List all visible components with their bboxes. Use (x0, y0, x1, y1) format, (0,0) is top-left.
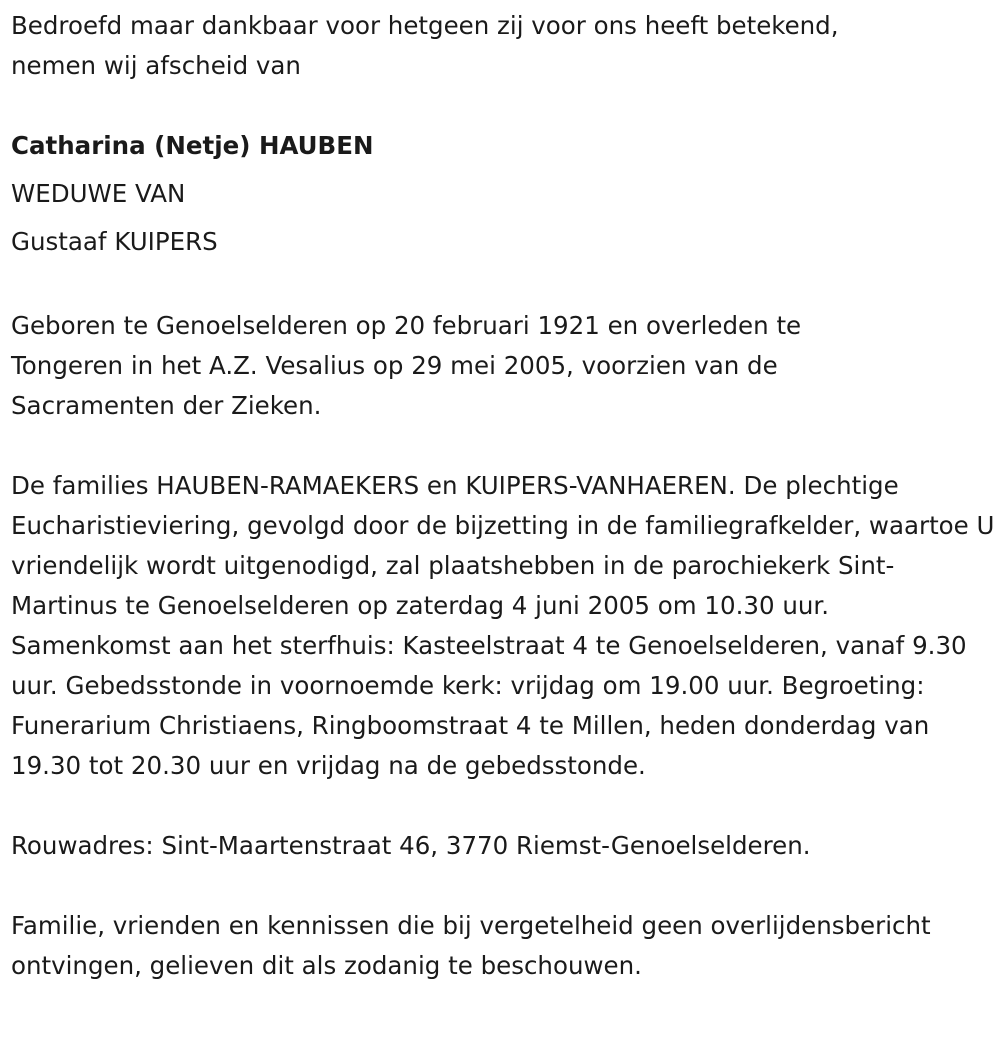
address-paragraph: Rouwadres: Sint-Maartenstraat 46, 3770 Riemst-Genoelselderen. (11, 831, 811, 860)
spouse-name: Gustaaf KUIPERS (11, 227, 218, 256)
intro-paragraph: Bedroefd maar dankbaar voor hetgeen zij voor ons heeft betekend, nemen wij afscheid van (11, 11, 839, 80)
birth-death-paragraph: Geboren te Genoelselderen op 20 februari 1921 en overleden te Tongeren in het A.Z. Vesalius op 29 mei 2005, voorzien van de Sacramenten der Zieken. (11, 311, 802, 420)
closing-paragraph: Familie, vrienden en kennissen die bij vergetelheid geen overlijdensbericht ontvingen, gelieven dit als zodanig te beschouwen. (11, 911, 931, 980)
spacer (11, 266, 996, 306)
widow-label: WEDUWE VAN (11, 179, 186, 208)
obituary-document (11, 6, 996, 1026)
ceremony-paragraph: De families HAUBEN-RAMAEKERS en KUIPERS-VANHAEREN. De plechtige Eucharistieviering, gevolgd door de bijzetting in de familiegrafkelder, waartoe U vriendelijk wordt uitgenodigd, zal plaatshebben in de parochiekerk Sint-Martinus te Genoelselderen op zaterdag 4 juni 2005 om 10.30 uur. Samenkomst aan het sterfhuis: Kasteelstraat 4 te Genoelselderen, vanaf 9.30 uur. Gebedsstonde in voornoemde kerk: vrijdag om 19.00 uur. Begroeting: Funerarium Christiaens, Ringboomstraat 4 te Millen, heden donderdag van 19.30 tot 20.30 uur en vrijdag na de gebedsstonde. (11, 471, 995, 780)
deceased-name: Catharina (Netje) HAUBEN (11, 131, 374, 160)
